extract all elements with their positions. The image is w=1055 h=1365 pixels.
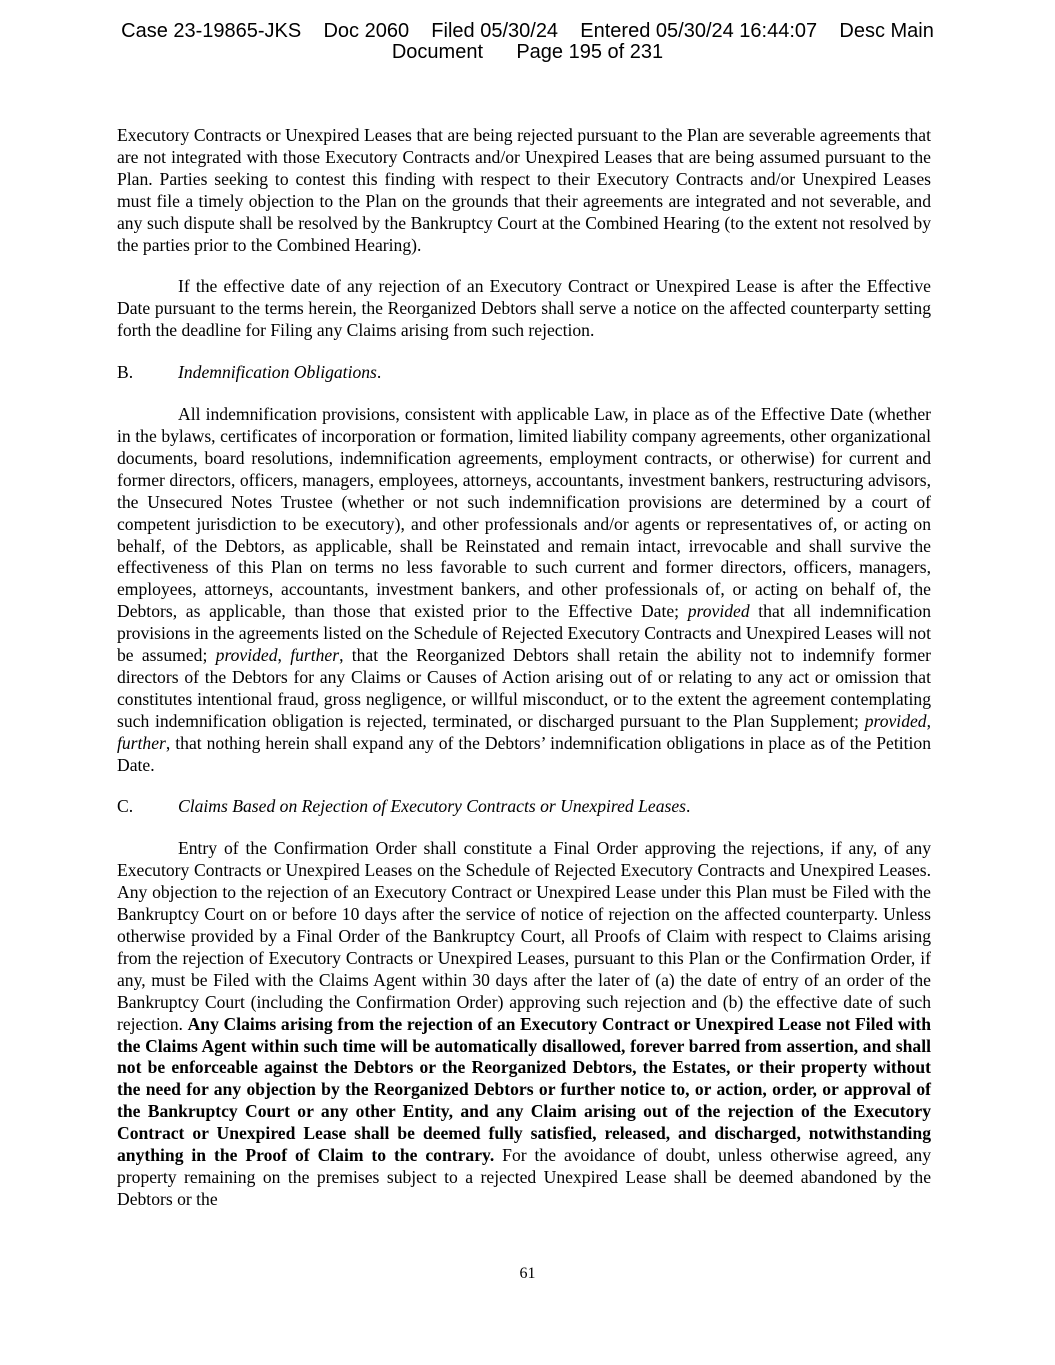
section-number: B. <box>117 362 134 383</box>
bold-run: Any Claims arising from the rejection of an Executory Contract or Unexpired Lease not Filed with the Claims Agent within such time will be automatically disallowed, forever barred from assertion, and shall not be enforceable against the Debtors or the Reorganized Debtors, the Estates, or their property without the need for any objection by the Reorganized Debtors or further notice to, or action, order, or approval of the Bankruptcy Court or any other Entity, and any Claim arising out of the rejection of the Executory Contract or Unexpired Lease shall be deemed fully satisfied, released, and discharged, notwithstanding anything in the Proof of Claim to the contrary. <box>117 1013 931 1166</box>
text-run: Entry of the Confirmation Order shall constitute a Final Order approving the rejections, if any, of any Executory Contracts or Unexpired Leases on the Schedule of Rejected Executory Contracts and Unexpired Leases. Any objection to the rejection of an Executory Contract or Unexpired Lease under this Plan must be Filed with the Bankruptcy Court on or before 10 days after the service of notice of rejection on the affected counterparty. Unless otherwise provided by a Final Order of the Bankruptcy Court, all Proofs of Claim with respect to Claims arising from the rejection of Executory Contracts or Unexpired Leases, pursuant to this Plan or the Confirmation Order, if any, must be Filed with the Claims Agent within 30 days after the later of (a) the date of entry of an order of the Bankruptcy Court (including the Confirmation Order) approving such rejection and (b) the effective date of such rejection. <box>117 838 931 1034</box>
text-run: , that the Reorganized Debtors shall retain the ability not to indemnify former directors of the Debtors for any Claims or Causes of Action arising out of or relating to any act or omission that constitutes intentional fraud, gross negligence, or willful misconduct, or to the extent the agreement contemplating such indemnification obligation is rejected, terminated, or discharged pursuant to the Plan Supplement; <box>117 645 931 731</box>
text-run: , that nothing herein shall expand any of the Debtors’ indemnification obligations in place as of the Petition Date. <box>117 732 931 775</box>
text-run: , <box>926 710 931 731</box>
text-run: that all indemnification provisions in the agreements listed on the Schedule of Rejected Executory Contracts and Unexpired Leases will not be assumed; <box>117 601 931 666</box>
italic-run: further <box>117 732 166 753</box>
italic-run: provided <box>215 645 278 666</box>
text-run: All indemnification provisions, consistent with applicable Law, in place as of the Effective Date (whether in the bylaws, certificates of incorporation or formation, limited liability company agreements, other organizational documents, board resolutions, indemnification agreements, employment contracts, or otherwise) for current and former directors, officers, managers, employees, attorneys, accountants, investment bankers, restructuring advisors, the Unsecured Notes Trustee (whether or not such indemnification provisions are determined by a court of competent jurisdiction to be executory), and other professionals and/or agents or representatives of, or acting on behalf, of the Debtors, as applicable, shall be Reinstated and remain intact, irrevocable and shall survive the effectiveness of this Plan on terms no less favorable to such current and former directors, officers, managers, employees, attorneys, accountants, investment bankers, and other professionals of, or acting on behalf of, the Debtors, as applicable, than those that existed prior to the Effective Date; <box>117 404 931 622</box>
document-body <box>117 125 931 1231</box>
section-title: Claims Based on Rejection of Executory Contracts or Unexpired Leases <box>178 796 687 817</box>
section-heading-b <box>117 362 931 384</box>
section-heading-c <box>117 796 931 818</box>
text-run: For the avoidance of doubt, unless otherwise agreed, any property remaining on the premises subject to a rejected Unexpired Lease shall be deemed abandoned by the Debtors or the <box>117 1145 931 1209</box>
section-title-wrap: Claims Based on Rejection of Executory Contracts or Unexpired Leases. <box>178 796 691 817</box>
italic-run: provided <box>687 601 750 622</box>
section-number: C. <box>117 796 134 817</box>
italic-run: provided <box>864 710 927 731</box>
paragraph-severable-agreements: Executory Contracts or Unexpired Leases that are being rejected pursuant to the Plan are severable agreements that are not integrated with those Executory Contracts and/or Unexpired Leases that are being assumed pursuant to the Plan. Parties seeking to contest this finding with respect to their Executory Contracts and/or Unexpired Leases must file a timely objection to the Plan on the grounds that their agreements are integrated and not severable, and any such dispute shall be resolved by the Bankruptcy Court at the Combined Hearing (to the extent not resolved by the parties prior to the Combined Hearing). <box>117 125 931 255</box>
case-header-line-1: Case 23-19865-JKS Doc 2060 Filed 05/30/24 Entered 05/30/24 16:44:07 Desc Main <box>121 20 934 42</box>
text-run: , <box>277 645 291 666</box>
case-header-line-2: Document Page 195 of 231 <box>391 41 664 63</box>
paragraph-indemnification <box>117 404 931 776</box>
page-number: 61 <box>519 1265 536 1282</box>
paragraph-rejection-notice: If the effective date of any rejection of an Executory Contract or Unexpired Lease is after the Effective Date pursuant to the terms herein, the Reorganized Debtors shall serve a notice on the affected counterparty setting forth the deadline for Filing any Claims arising from such rejection. <box>117 276 931 341</box>
italic-run: further <box>290 645 340 666</box>
section-title-wrap: Indemnification Obligations. <box>178 362 382 383</box>
section-title: Indemnification Obligations <box>178 362 377 383</box>
paragraph-rejection-claims <box>117 838 931 1210</box>
